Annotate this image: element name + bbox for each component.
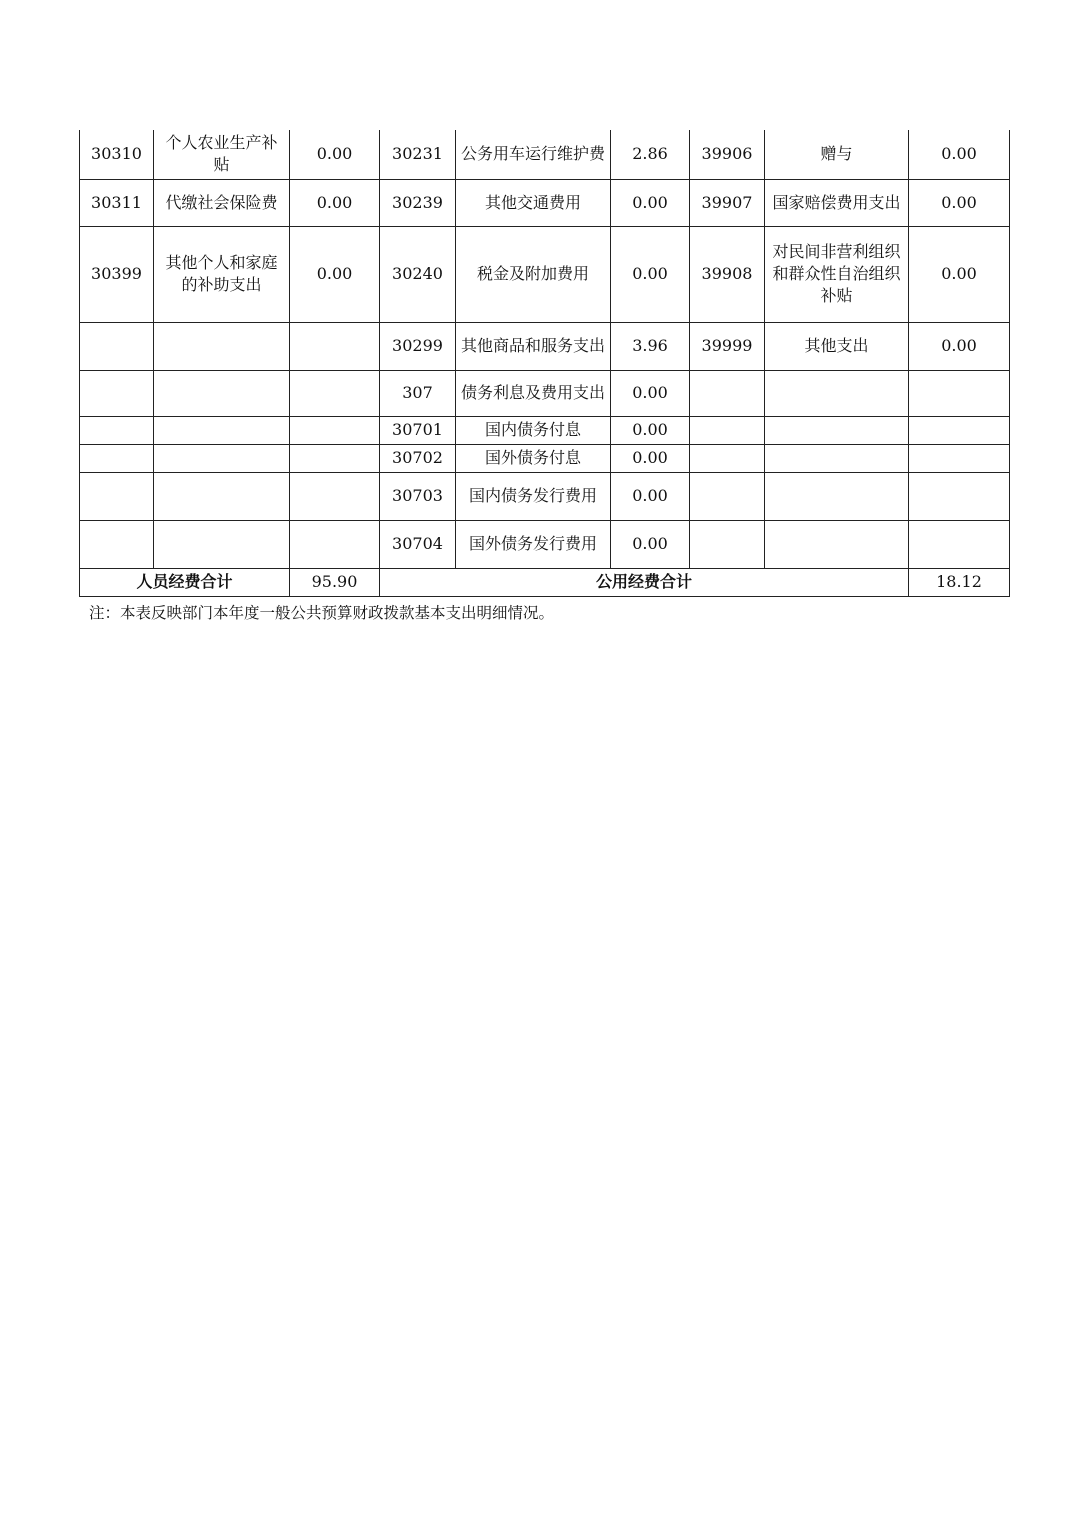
personnel-total-label: 人员经费合计 xyxy=(80,568,290,596)
item-amount xyxy=(909,444,1010,472)
item-name xyxy=(154,444,290,472)
item-amount xyxy=(909,520,1010,568)
item-name xyxy=(154,520,290,568)
item-name xyxy=(765,416,909,444)
item-code: 39999 xyxy=(690,322,765,370)
item-code: 30231 xyxy=(380,130,456,179)
item-name xyxy=(154,472,290,520)
table-row xyxy=(80,226,1010,322)
table-row xyxy=(80,472,1010,520)
item-name: 税金及附加费用 xyxy=(456,226,611,322)
item-amount xyxy=(290,520,380,568)
item-code xyxy=(690,444,765,472)
item-code: 30701 xyxy=(380,416,456,444)
item-amount: 0.00 xyxy=(611,179,690,226)
item-amount xyxy=(909,472,1010,520)
budget-sheet xyxy=(79,130,1009,623)
item-name xyxy=(765,520,909,568)
item-amount: 0.00 xyxy=(290,226,380,322)
item-amount xyxy=(290,444,380,472)
item-code: 30239 xyxy=(380,179,456,226)
item-amount: 0.00 xyxy=(909,179,1010,226)
item-code: 39908 xyxy=(690,226,765,322)
item-amount xyxy=(290,472,380,520)
item-name xyxy=(154,416,290,444)
item-amount: 0.00 xyxy=(611,472,690,520)
item-name xyxy=(765,472,909,520)
item-amount xyxy=(290,322,380,370)
item-code xyxy=(690,472,765,520)
personnel-total-value: 95.90 xyxy=(290,568,380,596)
item-amount xyxy=(909,370,1010,416)
table-row xyxy=(80,179,1010,226)
table-row xyxy=(80,416,1010,444)
item-name: 代缴社会保险费 xyxy=(154,179,290,226)
table-row xyxy=(80,520,1010,568)
item-amount: 0.00 xyxy=(611,226,690,322)
item-code xyxy=(690,370,765,416)
item-amount: 0.00 xyxy=(290,179,380,226)
item-code: 30704 xyxy=(380,520,456,568)
item-code: 307 xyxy=(380,370,456,416)
item-name: 国家赔偿费用支出 xyxy=(765,179,909,226)
item-amount: 0.00 xyxy=(909,130,1010,179)
item-name: 其他商品和服务支出 xyxy=(456,322,611,370)
expenditure-table xyxy=(79,130,1010,597)
item-code: 39907 xyxy=(690,179,765,226)
item-name: 其他支出 xyxy=(765,322,909,370)
item-name: 国外债务发行费用 xyxy=(456,520,611,568)
item-code: 30399 xyxy=(80,226,154,322)
table-row xyxy=(80,322,1010,370)
table-row xyxy=(80,370,1010,416)
item-code: 30311 xyxy=(80,179,154,226)
item-code: 30310 xyxy=(80,130,154,179)
item-name xyxy=(765,370,909,416)
item-code xyxy=(690,416,765,444)
item-name: 国内债务发行费用 xyxy=(456,472,611,520)
item-code xyxy=(690,520,765,568)
item-amount: 0.00 xyxy=(611,416,690,444)
item-amount: 3.96 xyxy=(611,322,690,370)
item-code xyxy=(80,416,154,444)
item-code xyxy=(80,520,154,568)
item-amount: 0.00 xyxy=(290,130,380,179)
item-name: 债务利息及费用支出 xyxy=(456,370,611,416)
item-name: 公务用车运行维护费 xyxy=(456,130,611,179)
item-amount: 0.00 xyxy=(611,370,690,416)
item-code xyxy=(80,370,154,416)
table-note: 注：本表反映部门本年度一般公共预算财政拨款基本支出明细情况。 xyxy=(89,603,555,622)
item-code xyxy=(80,444,154,472)
item-name: 其他交通费用 xyxy=(456,179,611,226)
table-row xyxy=(80,130,1010,179)
item-name: 赠与 xyxy=(765,130,909,179)
public-total-label: 公用经费合计 xyxy=(380,568,909,596)
item-amount xyxy=(290,416,380,444)
item-amount: 0.00 xyxy=(909,226,1010,322)
item-amount: 0.00 xyxy=(611,444,690,472)
item-code: 39906 xyxy=(690,130,765,179)
item-name: 对民间非营利组织和群众性自治组织补贴 xyxy=(765,226,909,322)
item-name xyxy=(154,370,290,416)
item-code xyxy=(80,322,154,370)
item-code: 30240 xyxy=(380,226,456,322)
item-amount xyxy=(909,416,1010,444)
item-amount: 0.00 xyxy=(611,520,690,568)
item-amount xyxy=(290,370,380,416)
item-name xyxy=(765,444,909,472)
item-name: 国内债务付息 xyxy=(456,416,611,444)
table-body xyxy=(80,130,1010,568)
item-amount: 0.00 xyxy=(909,322,1010,370)
item-code xyxy=(80,472,154,520)
item-code: 30702 xyxy=(380,444,456,472)
totals-row xyxy=(80,568,1010,596)
item-name xyxy=(154,322,290,370)
item-name: 国外债务付息 xyxy=(456,444,611,472)
item-name: 其他个人和家庭的补助支出 xyxy=(154,226,290,322)
table-row xyxy=(80,444,1010,472)
item-amount: 2.86 xyxy=(611,130,690,179)
public-total-value: 18.12 xyxy=(909,568,1010,596)
item-code: 30299 xyxy=(380,322,456,370)
item-code: 30703 xyxy=(380,472,456,520)
item-name: 个人农业生产补贴 xyxy=(154,130,290,179)
